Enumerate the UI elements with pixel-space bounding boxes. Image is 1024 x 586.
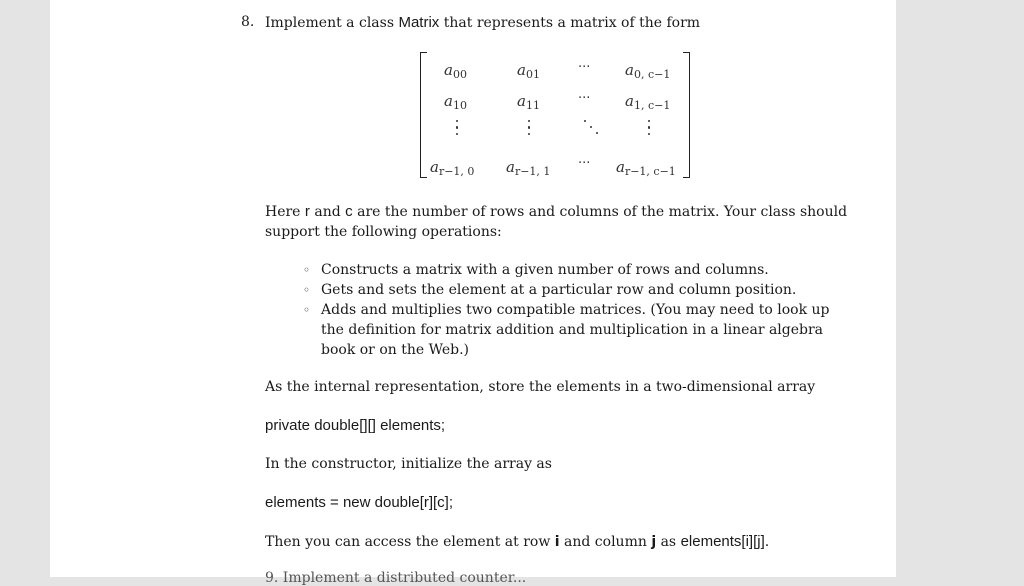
operations-list — [303, 260, 863, 360]
matrix-entry: $a_{0, c-1}$ — [625, 61, 671, 81]
list-item: ◦ Constructs a matrix with a given number of rows and columns. — [303, 262, 769, 278]
var-r: r — [304, 203, 310, 220]
bullet-icon: ◦ — [303, 263, 311, 277]
var-j: j — [651, 534, 657, 550]
matrix-entry: $a_{01}$ — [517, 61, 540, 81]
matrix-hdots: ··· — [578, 60, 591, 75]
var-c: c — [345, 203, 353, 220]
matrix-entry: $a_{r-1, c-1}$ — [616, 158, 676, 178]
matrix-entry: $a_{r-1, 0}$ — [430, 158, 475, 178]
heading-text-end: that represents a matrix of the form — [439, 15, 701, 31]
matrix-hdots: ··· — [578, 91, 591, 106]
matrix-left-bracket — [420, 52, 427, 178]
matrix-figure — [420, 48, 690, 180]
constructor-paragraph: In the constructor, initialize the array as — [265, 456, 552, 472]
matrix-entry: $a_{10}$ — [444, 92, 467, 112]
access-paragraph: Then you can access the element at row i and column j as elements[i][j]. — [265, 533, 770, 550]
matrix-entry: $a_{1, c-1}$ — [625, 92, 671, 112]
representation-paragraph: As the internal representation, store the elements in a two-dimensional array — [265, 379, 816, 395]
code-initialization: elements = new double[r][c]; — [265, 494, 454, 511]
list-item: ◦ Adds and multiplies two compatible matrices. (You may need to look up the definition for matrix addition and multiplication in a linear algebra book or on the Web.) — [303, 302, 830, 358]
bullet-icon: ◦ — [303, 303, 311, 317]
matrix-right-bracket — [683, 52, 690, 178]
description-paragraph: Here r and c are the number of rows and columns of the matrix. Your class should support the following operations: — [265, 203, 848, 240]
matrix-vdots — [456, 120, 460, 139]
matrix-vdots — [648, 120, 652, 139]
code-declaration: private double[][] elements; — [265, 417, 446, 434]
question-heading — [265, 14, 700, 31]
code-access: elements[i][j] — [680, 533, 765, 550]
matrix-entry: $a_{11}$ — [517, 92, 540, 112]
matrix-hdots: ··· — [578, 156, 591, 171]
document-page — [50, 0, 896, 586]
next-question-cutoff: 9. Implement a distributed counter... — [265, 570, 527, 586]
var-i: i — [554, 534, 560, 550]
bullet-icon: ◦ — [303, 283, 311, 297]
question-number: 8. — [241, 14, 255, 30]
list-item: ◦ Gets and sets the element at a particular row and column position. — [303, 282, 797, 298]
matrix-vdots — [528, 120, 532, 139]
heading-text-start: Implement a class — [265, 15, 399, 31]
matrix-entry: $a_{r-1, 1}$ — [506, 158, 551, 178]
class-name: Matrix — [398, 14, 440, 31]
matrix-entry: $a_{00}$ — [444, 61, 467, 81]
